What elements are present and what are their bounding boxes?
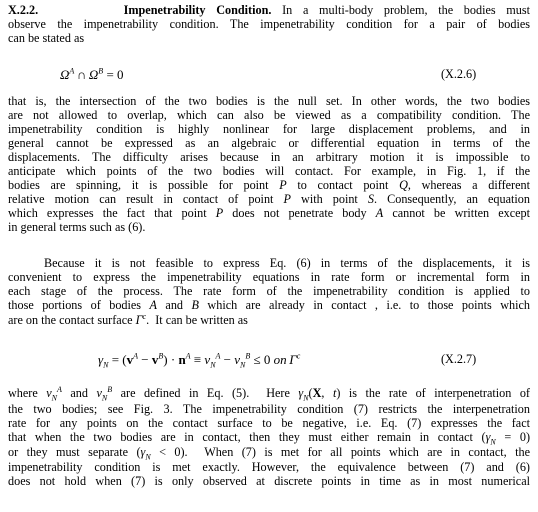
paragraph-line: does not hold when (7) is only observed at discrete points in time as in most numerical	[8, 474, 530, 488]
paragraph-line: displacements. The difficulty arises because in an arbitrary motion it is impossible to	[8, 150, 530, 164]
paragraph-line: the two bodies; see Fig. 3. The impenetrability condition (7) restricts the interpenetration	[8, 402, 530, 416]
intro-text: In a multi-body problem, the bodies must	[282, 3, 531, 17]
equation-number: (X.2.7)	[441, 352, 477, 366]
paragraph-line: impenetrability condition is met exactly. However, the equivalence between (7) and (6)	[8, 460, 530, 474]
paragraph-line: which expresses the fact that point P does not penetrate body A cannot be written except	[8, 206, 531, 220]
paragraph-line: convenient to express the impenetrability equations in rate form or incremental form in	[8, 270, 530, 284]
equation-number: (X.2.6)	[441, 67, 477, 81]
equation-x-2-6: $\Omega^A$ ∩ $\Omega^B = 0$	[60, 66, 124, 82]
section-title: Impenetrability Condition.	[123, 3, 272, 17]
paragraph-line: impenetrability condition is highly nonlinear for large displacement problems, and in	[8, 122, 530, 136]
paragraph-line: that is, the intersection of the two bodies is the null set. In other words, the two bodies	[8, 94, 530, 108]
paragraph-line: bodies are spinning, it is possible for point P to contact point Q, whereas a different	[8, 178, 530, 192]
section-number: X.2.2.	[8, 3, 39, 17]
paragraph-line: are on the contact surface $\Gamma^c$. It can be written as	[8, 311, 248, 327]
paragraph-line: or they must separate $(\gamma_N < 0)$. When (7) is met for all points which are in contact, the	[8, 445, 530, 462]
paragraph-line: are not allowed to overlap, which can also be viewed as a compatibility condition. The	[8, 108, 530, 122]
paragraph-line: that when the two bodies are in contact, then they must either remain in contact $(\gamma_N = 0)$	[8, 430, 531, 447]
paragraph-line: general cannot be expressed as an algebraic or differential equation in terms of the	[8, 136, 530, 150]
paragraph-line: where $v_N^A$ and $v_N^B$ are defined in Eq. (5). Here $\gamma_N(X$, t) is the rate of interpenetration of	[8, 384, 530, 403]
equation-x-2-7: $\gamma_N = (v^A - v^B) \cdot n^A \equiv v_N^A - v_N^B \le 0$ on $\Gamma^c$	[98, 351, 301, 370]
paragraph-line: each stage of the process. The rate form of the impenetrability condition is applied to	[8, 284, 530, 298]
paragraph-line: Because it is not feasible to express Eq. (6) in terms of the displacements, it is	[44, 256, 530, 270]
paragraph-line: relative motion can result in contact of point P with point S. Consequently, an equation	[8, 192, 530, 206]
intro-line: can be stated as	[8, 31, 85, 45]
paragraph-line: rate for any points on the contact surface to be negative, i.e. Eq. (7) expresses the fact	[8, 416, 530, 430]
paragraph-line: in general terms such as (6).	[8, 220, 146, 234]
paragraph-line: those portions of bodies A and B which are already in contact , i.e. to those points which	[8, 298, 530, 312]
section-heading-line	[8, 3, 530, 17]
intro-line: observe the impenetrability condition. The impenetrability condition for a pair of bodies	[8, 17, 530, 31]
paragraph-line: anticipate which points of the two bodies will contact. For example, in Fig. 1, if the	[8, 164, 530, 178]
